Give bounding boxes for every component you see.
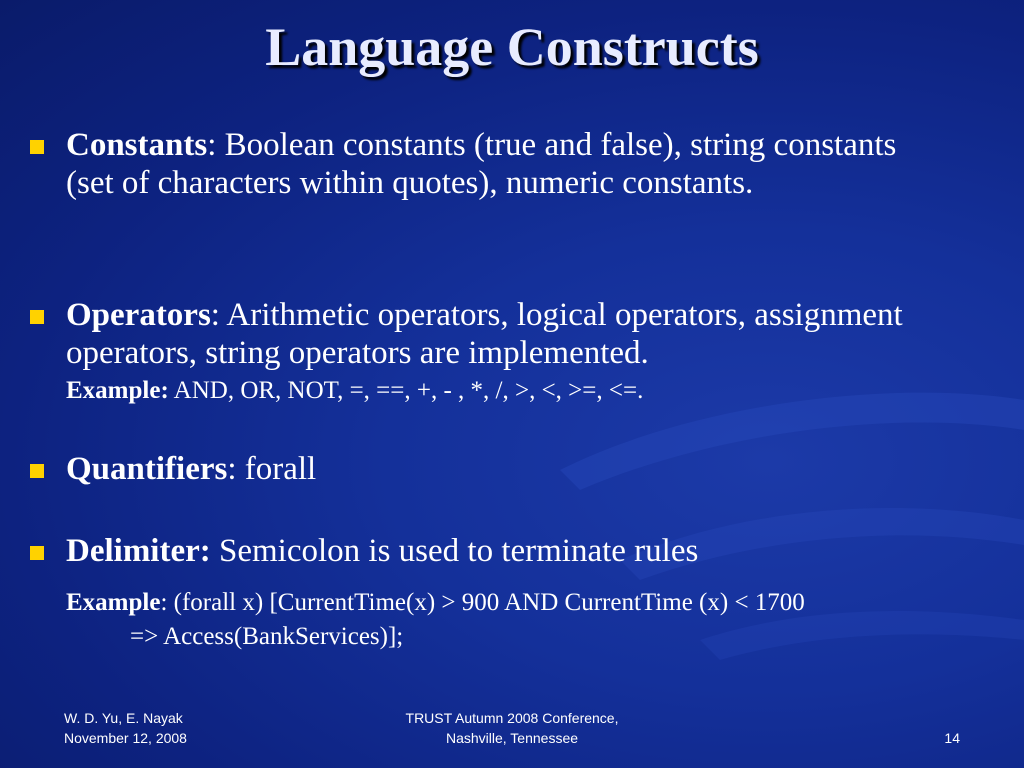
example-line-1 bbox=[66, 586, 805, 620]
example-label: Example: bbox=[66, 377, 169, 404]
example-text: : (forall x) [CurrentTime(x) > 900 AND CurrentTime (x) < 1700 bbox=[160, 589, 805, 616]
footer-conference bbox=[352, 708, 672, 748]
bullet-term: Operators bbox=[66, 297, 211, 333]
bullet-square-icon bbox=[30, 140, 44, 154]
footer-author-names: W. D. Yu, E. Nayak bbox=[64, 710, 183, 726]
bullet-text bbox=[66, 126, 910, 202]
slide-title: Language Constructs bbox=[265, 17, 759, 77]
bullet-operators bbox=[30, 296, 910, 406]
example-text: AND, OR, NOT, =, ==, +, - , *, /, >, <, >=, <=. bbox=[168, 377, 644, 404]
bullet-sep: : bbox=[207, 127, 217, 163]
bullet-text bbox=[66, 532, 910, 570]
bullet-square-icon bbox=[30, 310, 44, 324]
page-number: 14 bbox=[944, 730, 960, 746]
bullet-square-icon bbox=[30, 546, 44, 560]
bullet-text bbox=[66, 450, 910, 488]
bullet-quantifiers bbox=[30, 450, 910, 488]
bullet-constants bbox=[30, 126, 910, 202]
bullet-body: Arithmetic operators, logical operators, assignment operators, string operators are implemented. bbox=[66, 297, 903, 371]
footer-conference-location: Nashville, Tennessee bbox=[445, 730, 579, 746]
operators-example bbox=[66, 376, 910, 406]
bullet-term: Delimiter: bbox=[66, 533, 211, 569]
bullet-body: forall bbox=[236, 451, 317, 487]
example-line-2: => Access(BankServices)]; bbox=[130, 623, 404, 650]
bullet-sep: : bbox=[227, 451, 237, 487]
footer-authors bbox=[64, 708, 187, 748]
bullet-text bbox=[66, 296, 910, 372]
footer-conference-name: TRUST Autumn 2008 Conference, bbox=[405, 710, 619, 726]
bullet-body: Boolean constants (true and false), string constants (set of characters within quotes), numeric constants. bbox=[66, 127, 897, 201]
example-label: Example bbox=[66, 589, 161, 616]
bullet-term: Quantifiers bbox=[66, 451, 228, 487]
bullet-body: Semicolon is used to terminate rules bbox=[210, 533, 699, 569]
bullet-delimiter bbox=[30, 532, 910, 570]
bullet-term: Constants bbox=[66, 127, 208, 163]
bullet-sep: : bbox=[210, 297, 220, 333]
footer-date: November 12, 2008 bbox=[64, 730, 187, 746]
delimiter-example bbox=[66, 586, 805, 654]
bullet-square-icon bbox=[30, 464, 44, 478]
